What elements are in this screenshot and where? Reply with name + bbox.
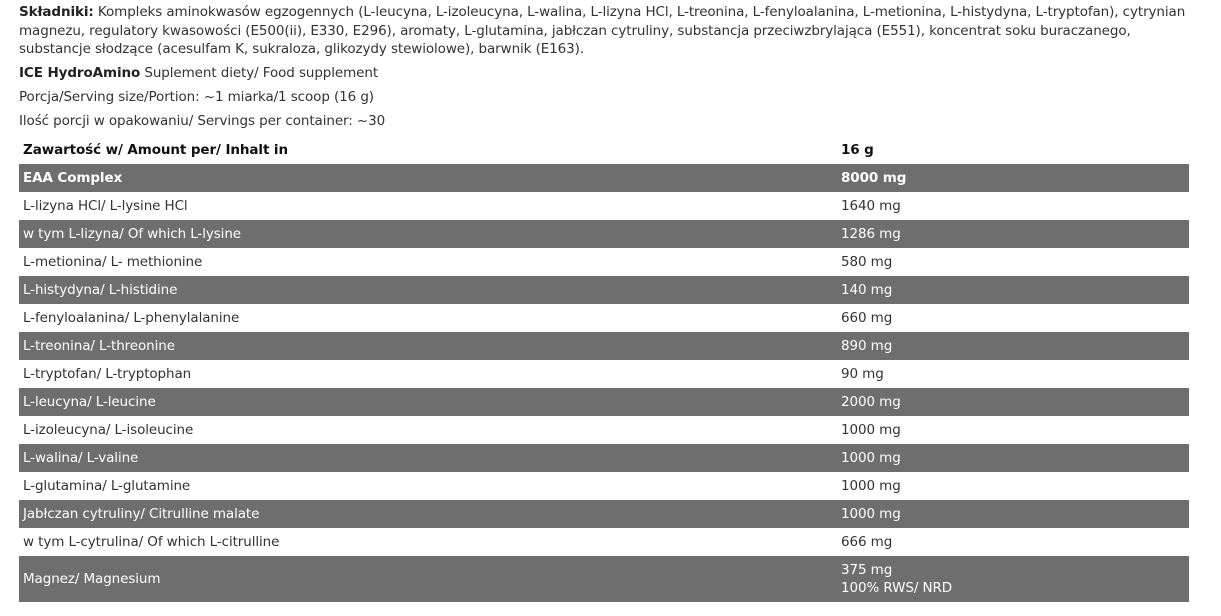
row-label: L-leucyna/ L-leucine — [19, 388, 837, 416]
ingredients-label: Składniki: — [19, 4, 94, 20]
nutrition-table — [19, 136, 1189, 602]
row-value: 1640 mg — [841, 198, 901, 214]
row-value: 375 mg — [841, 562, 893, 578]
table-row — [19, 388, 1189, 416]
product-name: ICE HydroAmino — [19, 64, 141, 81]
product-line — [19, 64, 1221, 82]
table-row — [19, 304, 1189, 332]
row-value-rws: 100% RWS/ NRD — [841, 580, 953, 596]
table-row — [19, 556, 1189, 602]
row-value: 890 mg — [837, 332, 1189, 360]
row-label: EAA Complex — [19, 164, 837, 192]
table-row — [19, 528, 1189, 556]
row-label: L-izoleucyna/ L-isoleucine — [23, 422, 194, 438]
serving-size: Porcja/Serving size/Portion: ~1 miarka/1 scoop (16 g) — [19, 88, 374, 105]
row-value: 8000 mg — [837, 164, 1189, 192]
row-label: L-tryptofan/ L-tryptophan — [23, 366, 192, 382]
servings-per-container: Ilość porcji w opakowaniu/ Servings per container: ~30 — [19, 112, 386, 129]
table-row — [19, 500, 1189, 528]
table-row — [19, 220, 1189, 248]
header-label: Zawartość w/ Amount per/ Inhalt in — [23, 142, 288, 158]
row-value: 666 mg — [841, 534, 893, 550]
table-row — [19, 472, 1189, 500]
table-header-row — [19, 136, 1189, 164]
product-description: Suplement diety/ Food supplement — [140, 64, 379, 81]
row-label: Magnez/ Magnesium — [19, 556, 837, 602]
row-value: 660 mg — [841, 310, 893, 326]
row-value: 1000 mg — [841, 478, 901, 494]
row-value: 2000 mg — [837, 388, 1189, 416]
row-value: 1286 mg — [837, 220, 1189, 248]
row-label: L-walina/ L-valine — [19, 444, 837, 472]
table-row — [19, 332, 1189, 360]
row-label: L-treonina/ L-threonine — [19, 332, 837, 360]
row-label: w tym L-cytrulina/ Of which L-citrulline — [23, 534, 280, 550]
row-label: L-fenyloalanina/ L-phenylalanine — [23, 310, 240, 326]
row-label: Jabłczan cytruliny/ Citrulline malate — [19, 500, 837, 528]
row-value: 1000 mg — [837, 500, 1189, 528]
row-label: L-metionina/ L- methionine — [23, 254, 203, 270]
table-row — [19, 360, 1189, 388]
row-value-cell — [837, 556, 1189, 602]
table-row — [19, 164, 1189, 192]
table-row — [19, 192, 1189, 220]
ingredients-text: Kompleks aminokwasów egzogennych (L-leucyna, L-izoleucyna, L-walina, L-lizyna HCl, L-treonina, L-fenyloalanina, L-metionina, L-histydyna, L-tryptofan), cytrynian magnezu, regulatory kwasowości (E500(ii), E330, E296), aromaty, L-glutamina, jabłczan cytruliny, substancja przeciwzbrylająca (E551), koncentrat soku buraczanego, substancje słodzące (acesulfam K, sukraloza, glikozydy stewiolowe), barwnik (E163). — [19, 4, 1186, 57]
row-value: 90 mg — [841, 366, 884, 382]
row-value: 1000 mg — [837, 444, 1189, 472]
row-label: L-glutamina/ L-glutamine — [23, 478, 191, 494]
header-value: 16 g — [841, 142, 874, 158]
row-value: 1000 mg — [841, 422, 901, 438]
table-row — [19, 248, 1189, 276]
table-row — [19, 444, 1189, 472]
row-label: L-lizyna HCl/ L-lysine HCl — [23, 198, 188, 214]
row-value: 580 mg — [841, 254, 893, 270]
ingredients-paragraph — [19, 3, 1199, 59]
table-row — [19, 276, 1189, 304]
row-label: w tym L-lizyna/ Of which L-lysine — [19, 220, 837, 248]
table-row — [19, 416, 1189, 444]
row-value: 140 mg — [837, 276, 1189, 304]
row-label: L-histydyna/ L-histidine — [19, 276, 837, 304]
